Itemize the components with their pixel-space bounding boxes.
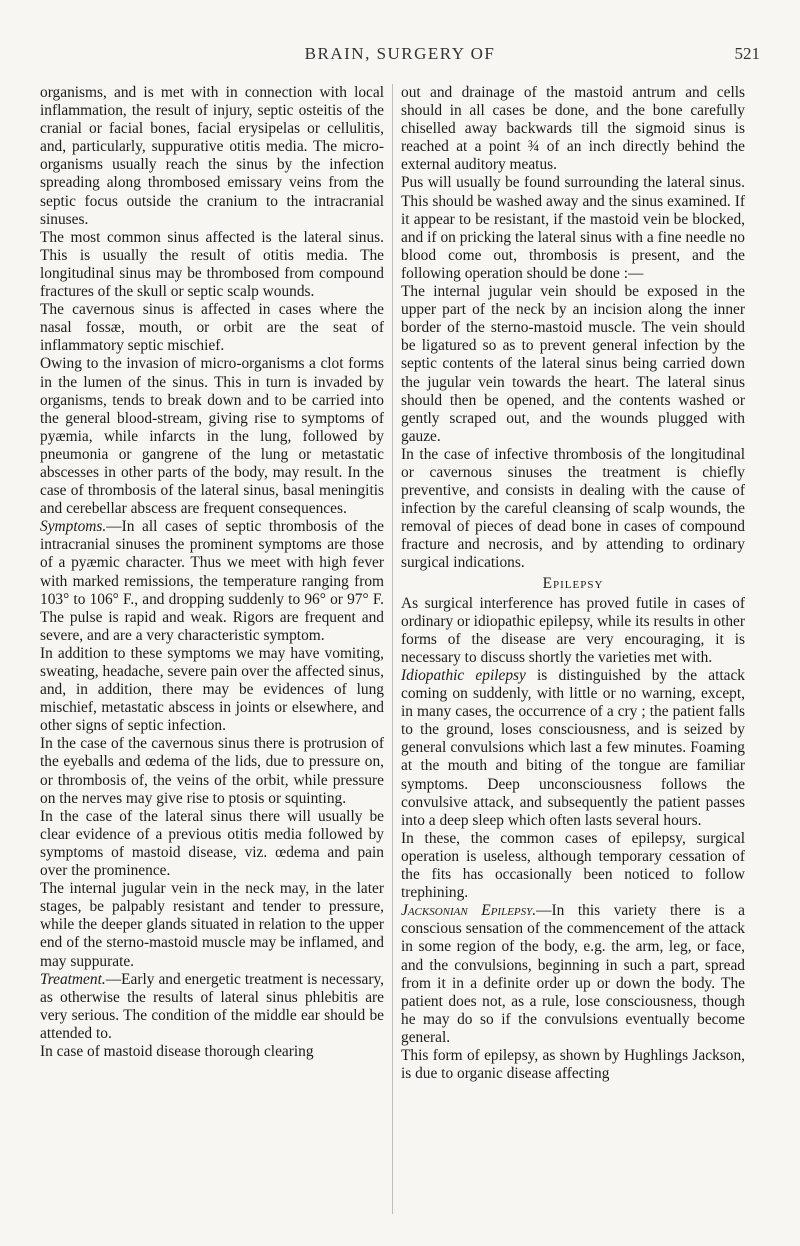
paragraph-text: is distinguished by the attack coming on suddenly, with little or no warning, except, in many cases, the occurrence of a cry ; the patient falls to the ground, loses consciousness, and is seized by general convulsions which last a few minutes. Foaming at the mouth and biting of the tongue are familiar symptoms. Deep unconsciousness follows the convulsive attack, and subsequently the patient passes into a deep sleep which often lasts several hours. [401, 667, 745, 829]
paragraph: In the case of the cavernous sinus there is protrusion of the eyeballs and œdema of the lids, due to pressure on, or thrombosis of, the veins of the orbit, while pressure on the nerves may give rise to ptosis or squinting. [40, 735, 384, 807]
column-rule [392, 84, 393, 1214]
paragraph-symptoms [40, 518, 384, 645]
paragraph: organisms, and is met with in connection with local inflammation, the result of injury, septic osteitis of the cranial or facial bones, facial erysipelas or cellulitis, and, particularly, suppurative otitis media. The micro-organisms usually reach the sinus by the infection spreading along thrombosed emissary veins from the septic focus outside the cranium to the intracranial sinuses. [40, 84, 384, 228]
paragraph: The most common sinus affected is the lateral sinus. This is usually the result of otitis media. The longitudinal sinus may be thrombosed from compound fractures of the skull or septic scalp wounds. [40, 228, 384, 301]
paragraph: The internal jugular vein should be exposed in the upper part of the neck by an incision along the inner border of the sterno-mastoid muscle. The vein should be ligatured so as to prevent general infection by the septic contents of the lateral sinus being carried down the jugular vein towards the heart. The lateral sinus should then be opened, and the contents washed or gently scraped out, and the wounds plugged with gauze. [401, 283, 745, 445]
paragraph: As surgical interference has proved futile in cases of ordinary or idiopathic epilepsy, while its results in other forms of the disease are very encouraging, it is necessary to discuss shortly the varieties met with. [401, 594, 745, 666]
paragraph: In the case of infective thrombosis of the longitudinal or cavernous sinuses the treatment is chiefly preventive, and consists in dealing with the cause of infection by the careful cleansing of scalp wounds, the removal of pieces of dead bone in cases of compound fracture and necrosis, and by attending to ordinary surgical indications. [401, 445, 745, 572]
paragraph-text: —Early and energetic treatment is necessary, as otherwise the results of lateral sinus phlebitis are very serious. The condition of the middle ear should be attended to. [40, 970, 384, 1042]
paragraph: This form of epilepsy, as shown by Hughlings Jackson, is due to organic disease affecting [401, 1046, 745, 1083]
run-in-heading: Jacksonian Epilepsy. [401, 902, 537, 920]
paragraph-jacksonian [401, 902, 745, 1047]
run-in-heading: Idiopathic epilepsy [401, 667, 526, 684]
paragraph: The internal jugular vein in the neck may, in the later stages, be palpably resistant and tender to pressure, while the deeper glands situated in relation to the upper end of the sterno-mastoid muscle may be inflamed, and may suppurate. [40, 880, 384, 970]
left-column [40, 84, 384, 1061]
section-heading-epilepsy: Epilepsy [542, 574, 604, 592]
running-head [0, 44, 800, 68]
page-number: 521 [734, 44, 760, 63]
paragraph-text: —In all cases of septic thrombosis of the intracranial sinuses the prominent symptoms are those of a pyæmic character. Thus we meet with high fever with marked remissions, the temperature ranging from 103° to 106° F., and dropping suddenly to 96° or 97° F. The pulse is rapid and weak. Rigors are frequent and severe, and are a very characteristic symptom. [40, 518, 384, 644]
paragraph: In case of mastoid disease thorough clearing [40, 1042, 314, 1060]
running-title: BRAIN, SURGERY OF [304, 44, 496, 63]
paragraph: In these, the common cases of epilepsy, surgical operation is useless, although temporary cessation of the fits has occasionally been noticed to follow trephining. [401, 829, 745, 902]
paragraph-idiopathic [401, 667, 745, 830]
paragraph: In the case of the lateral sinus there will usually be clear evidence of a previous otitis media followed by symptoms of mastoid disease, viz. œdema and pain over the prominence. [40, 807, 384, 880]
paragraph: The cavernous sinus is affected in cases where the nasal fossæ, mouth, or orbit are the seat of inflammatory septic mischief. [40, 301, 384, 355]
right-column [401, 84, 745, 1083]
paragraph: Pus will usually be found surrounding the lateral sinus. This should be washed away and the sinus examined. If it appear to be resistant, if the mastoid vein be blocked, and if on pricking the lateral sinus with a fine needle no blood come out, thrombosis is present, and the following operation should be done :— [401, 174, 745, 282]
paragraph: Owing to the invasion of micro-organisms a clot forms in the lumen of the sinus. This in turn is invaded by organisms, tends to break down and to be carried into the general blood-stream, giving rise to symptoms of pyæmia, while infarcts in the lung, followed by pneumonia or gangrene of the lung or metastatic abscesses in other parts of the body, may result. In the case of thrombosis of the lateral sinus, basal meningitis and cerebellar abscess are frequent consequences. [40, 355, 384, 518]
run-in-heading: Treatment. [40, 970, 106, 988]
run-in-heading: Symptoms. [40, 518, 107, 536]
paragraph: out and drainage of the mastoid antrum and cells should in all cases be done, and the bone carefully chiselled away backwards till the sigmoid sinus is reached at a point ¾ of an inch directly behind the external auditory meatus. [401, 84, 745, 174]
paragraph-treatment [40, 971, 384, 1043]
paragraph-text: —In this variety there is a conscious sensation of the commencement of the attack in some region of the body, e.g. the arm, leg, or face, and the convulsions, beginning in such a part, spread from it in a definite order up or down the body. The patient does not, as a rule, lose consciousness, though he may do so if the convulsions eventually become general. [401, 902, 745, 1046]
paragraph: In addition to these symptoms we may have vomiting, sweating, headache, severe pain over the affected sinus, and, in addition, there may be evidences of lung mischief, metastatic abscess in joints or elsewhere, and other signs of septic infection. [40, 644, 384, 735]
